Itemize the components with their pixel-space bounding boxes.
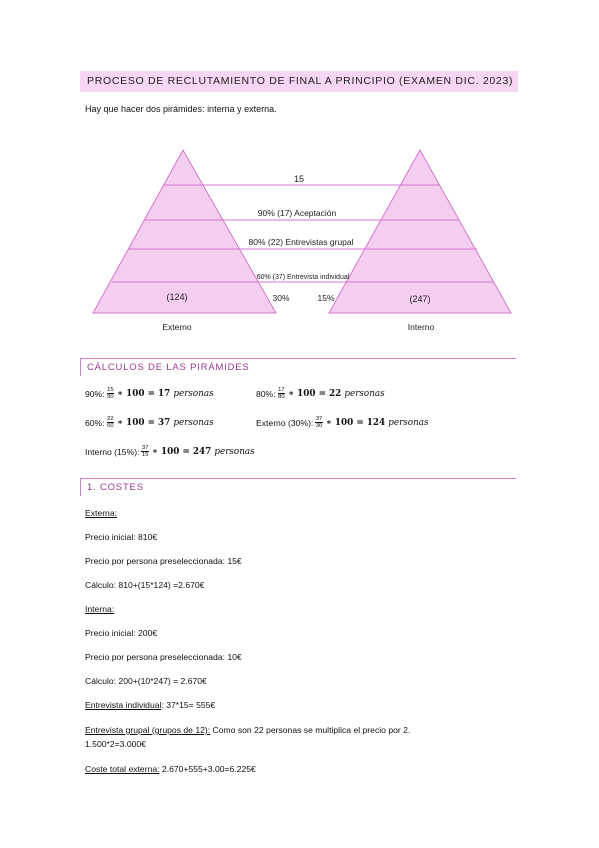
external-price-per-person: Precio por persona preseleccionada: 15€ [85, 556, 242, 566]
fraction: $\frac{15}{90}$ [107, 387, 114, 400]
fraction: $\frac{17}{80}$ [278, 387, 285, 400]
calc-label: Interno (15%): [85, 446, 140, 457]
page-title: PROCESO DE RECLUTAMIENTO DE FINAL A PRINCIPIO (EXAMEN DIC. 2023) [80, 71, 518, 92]
calc-internal [85, 445, 255, 458]
intro-text: Hay que hacer dos pirámides: interna y externa. [85, 104, 277, 114]
individual-interview-cost: Entrevista individual: 37*15= 555€ [85, 700, 216, 710]
calc-label: Externo (30%): [256, 417, 314, 428]
internal-price-per-person: Precio por persona preseleccionada: 10€ [85, 652, 242, 662]
pyramids-diagram [85, 148, 525, 343]
internal-label: Interno [407, 322, 435, 332]
external-calculation: Cálculo: 810+(15*124) =2.670€ [85, 580, 205, 590]
internal-pyramid [329, 150, 511, 313]
internal-calculation: Cálculo: 200+(10*247) = 2.670€ [85, 676, 207, 686]
external-heading: Externa: [85, 508, 118, 518]
calc-expression: ∗ 100 = 17 personas [117, 388, 214, 399]
calc-80 [256, 387, 385, 400]
calc-expression: ∗ 100 = 124 personas [325, 417, 429, 428]
internal-heading: Interna: [85, 604, 115, 614]
fraction: $\frac{37}{15}$ [141, 445, 149, 458]
internal-base-value: (247) [409, 294, 431, 304]
external-percentage: 30% [272, 293, 290, 303]
level2-label: 90% (17) Aceptación [257, 208, 337, 218]
external-base-value: (124) [166, 292, 188, 302]
calc-label: 90%: [85, 388, 105, 399]
level3-label: 80% (22) Entrevistas grupal [248, 237, 354, 247]
external-pyramid [93, 150, 276, 313]
group-interview-cost: Entrevista grupal (grupos de 12): Como son 22 personas se multiplica el precio por 2. [85, 725, 411, 735]
calc-label: 80%: [256, 388, 276, 399]
internal-percentage: 15% [317, 293, 335, 303]
calc-60 [85, 416, 214, 429]
calc-expression: ∗ 100 = 22 personas [288, 388, 385, 399]
group-interview-calculation: 1.500*2=3.000€ [85, 739, 146, 749]
total-external-cost: Coste total externa: 2.670+555+3.00=6.225€ [85, 764, 256, 774]
fraction: $\frac{22}{60}$ [107, 416, 114, 429]
internal-initial-price: Precio inicial: 200€ [85, 628, 158, 638]
level1-label: 15 [293, 174, 305, 184]
external-initial-price: Precio inicial: 810€ [85, 532, 158, 542]
calc-label: 60%: [85, 417, 105, 428]
calc-expression: ∗ 100 = 247 personas [151, 446, 255, 457]
calc-expression: ∗ 100 = 37 personas [117, 417, 214, 428]
level4-label: 60% (37) Entrevista individual [256, 274, 350, 281]
external-label: Externo [162, 322, 192, 332]
section-heading-costs: 1. COSTES [80, 478, 516, 496]
calc-90 [85, 387, 214, 400]
section-heading-calculations: CÁLCULOS DE LAS PIRÁMIDES [80, 358, 516, 376]
fraction: $\frac{37}{30}$ [315, 416, 323, 429]
calc-external [256, 416, 429, 429]
